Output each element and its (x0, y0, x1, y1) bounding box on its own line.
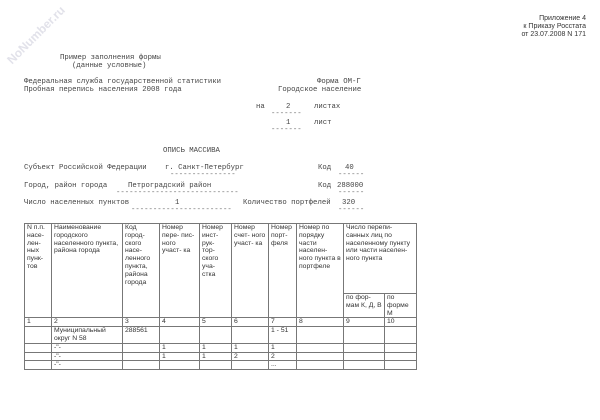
sheets-na: на (256, 103, 265, 111)
document-title: ОПИСЬ МАССИВА (163, 147, 220, 155)
table-cell (344, 327, 385, 344)
table-cell: -"- (52, 343, 123, 352)
dash-line: ------- (271, 110, 302, 118)
table-cell (385, 352, 417, 361)
city-code: 288000 (337, 182, 364, 190)
table-cell (25, 352, 52, 361)
dash-line: --------------- (170, 171, 236, 179)
table-cell (344, 352, 385, 361)
column-number: 8 (297, 318, 344, 327)
settlements-label: Число населенных пунктов (24, 199, 130, 207)
dash-line: ---------------------------- (116, 189, 239, 197)
form-code: Форма ОМ-Г (317, 78, 361, 86)
appendix-line: Приложение 4 (539, 15, 586, 22)
dash-line: ------ (338, 189, 365, 197)
table-cell (123, 343, 160, 352)
table-cell (160, 327, 200, 344)
subheader-cell: по фор- мам К, Д, В (344, 294, 385, 318)
city-label: Город, район города (24, 182, 108, 190)
appendix-line: к Приказу Росстата (523, 23, 586, 30)
table-cell: 1 (200, 352, 232, 361)
column-number: 1 (25, 318, 52, 327)
city-value: Петроградский район (128, 182, 212, 190)
table-cell: -"- (52, 352, 123, 361)
header-cell: N п.п. насе- лен- ных пунк- тов (25, 224, 52, 318)
column-number: 2 (52, 318, 123, 327)
code-label: Код (318, 182, 332, 190)
table-row (25, 327, 417, 344)
table-cell (297, 343, 344, 352)
table-cell: 1 (160, 343, 200, 352)
table-cell (385, 343, 417, 352)
subject-value: г. Санкт-Петербург (165, 164, 244, 172)
example-subtitle: (данные условные) (72, 62, 147, 70)
table-cell (344, 343, 385, 352)
dash-line: ------ (338, 171, 365, 179)
table-cell (200, 361, 232, 370)
inventory-table (24, 223, 417, 370)
table-cell (200, 327, 232, 344)
appendix-line: от 23.07.2008 N 171 (521, 31, 586, 38)
header-cell: Номер порт- феля (269, 224, 297, 318)
table-row (25, 361, 417, 370)
table-cell: Муниципальный округ N 58 (52, 327, 123, 344)
column-number: 3 (123, 318, 160, 327)
subheader-cell: по форме М (385, 294, 417, 318)
census-name: Пробная перепись населения 2008 года (24, 86, 182, 94)
code-label: Код (318, 164, 332, 172)
org-name: Федеральная служба государственной статистики (24, 78, 222, 86)
table-cell: 1 (160, 352, 200, 361)
table-cell (297, 361, 344, 370)
header-cell: Код город- ского насе- ленного пункта, района города (123, 224, 160, 318)
table-cell (160, 361, 200, 370)
example-title: Пример заполнения формы (60, 54, 161, 62)
table-cell (123, 361, 160, 370)
table-cell (232, 327, 269, 344)
table-cell: 1 (232, 343, 269, 352)
portfolios-value: 320 (342, 199, 356, 207)
header-cell: Номер пере- пис- ного участ- ка (160, 224, 200, 318)
column-number: 6 (232, 318, 269, 327)
table-cell: 2 (232, 352, 269, 361)
header-cell: Число перепи- санных лиц по населенному пункту или части населен- ного пункта (344, 224, 417, 294)
dash-line: ----------------------- (131, 206, 232, 214)
table-cell (297, 352, 344, 361)
sheets-total-label: листах (314, 103, 341, 111)
header-cell: Номер по порядку части населен- ного пункта в портфеле (297, 224, 344, 318)
column-number: 10 (385, 318, 417, 327)
column-number: 9 (344, 318, 385, 327)
table-cell: 1 (200, 343, 232, 352)
table-cell (25, 327, 52, 344)
table-cell: 2 (269, 352, 297, 361)
table-cell: -"- (52, 361, 123, 370)
table-cell (232, 361, 269, 370)
settlements-value: 1 (175, 199, 180, 207)
table-cell (25, 343, 52, 352)
sheets-current: 1 (286, 119, 291, 127)
sheets-total: 2 (286, 103, 291, 111)
watermark: NoNumber.ru (4, 3, 68, 67)
subject-label: Субъект Российской Федерации (24, 164, 147, 172)
table-cell (385, 361, 417, 370)
table-cell (297, 327, 344, 344)
table-row (25, 343, 417, 352)
header-cell: Наименование городского населенного пункта, района города (52, 224, 123, 318)
table-cell: 1 (269, 343, 297, 352)
population-type: Городское население (278, 86, 362, 94)
table-cell: 288561 (123, 327, 160, 344)
column-number: 7 (269, 318, 297, 327)
sheets-current-label: лист (314, 119, 332, 127)
header-cell: Номер инст- рук- тор- ского уча- стка (200, 224, 232, 318)
table-cell (385, 327, 417, 344)
table-row (25, 352, 417, 361)
column-number: 4 (160, 318, 200, 327)
portfolios-label: Количество портфелей (243, 199, 331, 207)
table-cell (25, 361, 52, 370)
column-numbers-row (25, 318, 417, 327)
header-cell: Номер счет- ного участ- ка (232, 224, 269, 318)
column-number: 5 (200, 318, 232, 327)
table-cell (344, 361, 385, 370)
table-cell: ... (269, 361, 297, 370)
dash-line: ------ (338, 206, 365, 214)
table-cell (123, 352, 160, 361)
dash-line: ------- (271, 126, 302, 134)
appendix-note (521, 15, 586, 39)
table-cell: 1 - 51 (269, 327, 297, 344)
subject-code: 40 (345, 164, 354, 172)
